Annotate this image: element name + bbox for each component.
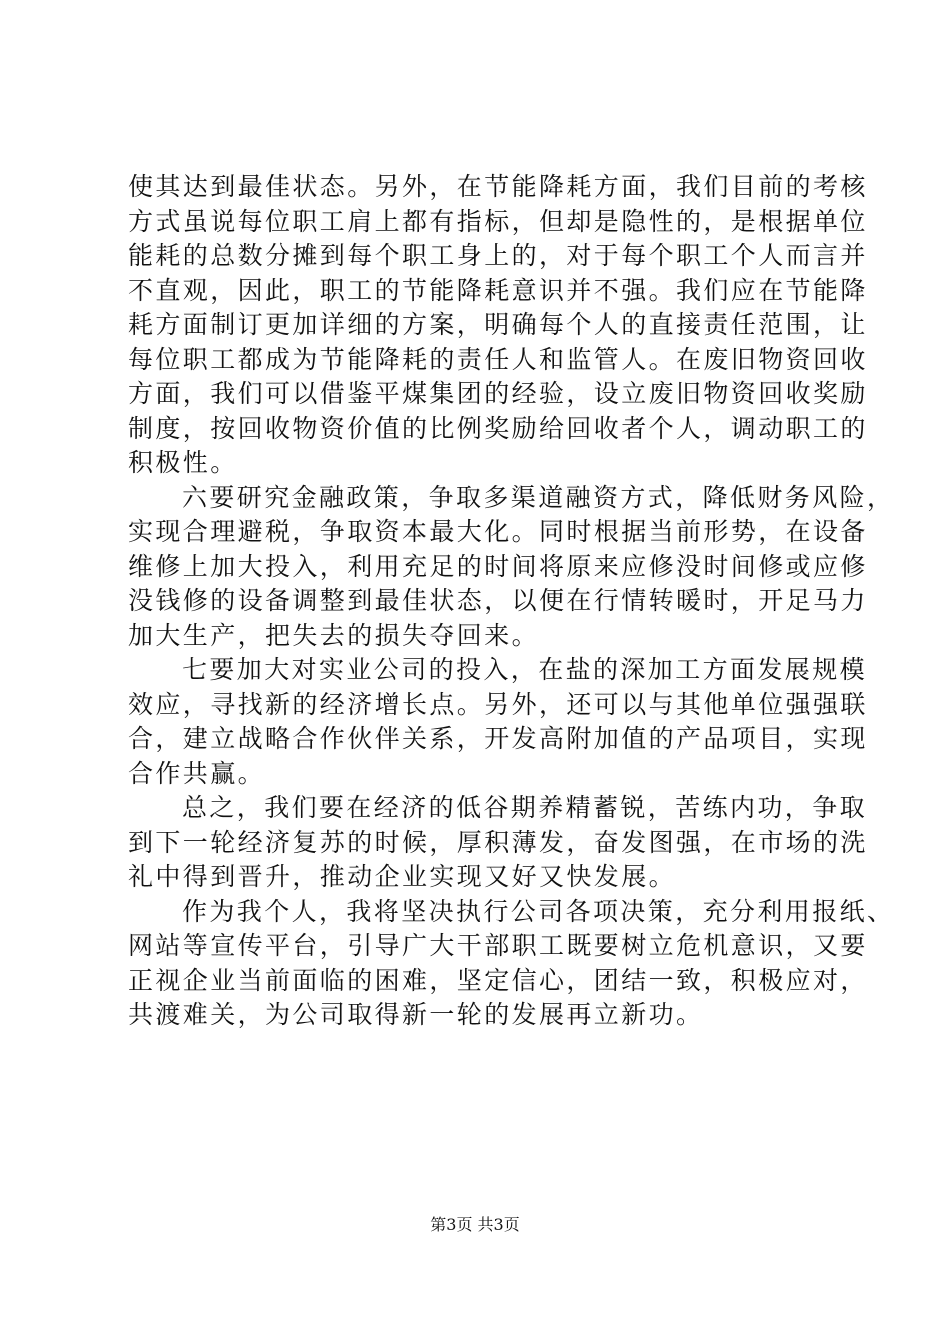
text-line: 加大生产，把失去的损失夺回来。 xyxy=(128,620,540,650)
text-line: 积极性。 xyxy=(128,448,238,477)
text-line: 方面，我们可以借鉴平煤集团的经验，设立废旧物资回收奖励 xyxy=(128,379,868,408)
text-line: 网站等宣传平台，引导广大干部职工既要树立危机意识，又要 xyxy=(128,931,868,960)
text-line: 能耗的总数分摊到每个职工身上的，对于每个职工个人而言并 xyxy=(128,241,868,270)
text-line: 总之，我们要在经济的低谷期养精蓄锐，苦练内功，争取 xyxy=(182,793,868,822)
text-line: 合作共赢。 xyxy=(128,758,266,788)
document-body xyxy=(128,170,895,1033)
text-line: 作为我个人，我将坚决执行公司各项决策，充分利用报纸、 xyxy=(182,896,895,926)
text-line: 六要研究金融政策，争取多渠道融资方式，降低财务风险， xyxy=(182,482,895,512)
text-line: 共渡难关，为公司取得新一轮的发展再立新功。 xyxy=(128,1000,704,1029)
text-line: 使其达到最佳状态。另外，在节能降耗方面，我们目前的考核 xyxy=(128,172,868,201)
text-line: 维修上加大投入，利用充足的时间将原来应修没时间修或应修 xyxy=(128,551,868,581)
text-line: 每位职工都成为节能降耗的责任人和监管人。在废旧物资回收 xyxy=(128,344,868,374)
text-line: 七要加大对实业公司的投入，在盐的深加工方面发展规模 xyxy=(182,655,868,684)
text-line: 到下一轮经济复苏的时候，厚积薄发，奋发图强，在市场的洗 xyxy=(128,827,868,857)
text-line: 正视企业当前面临的困难，坚定信心，团结一致，积极应对， xyxy=(128,965,868,995)
text-line: 没钱修的设备调整到最佳状态，以便在行情转暖时，开足马力 xyxy=(128,586,868,615)
text-line: 合，建立战略合作伙伴关系，开发高附加值的产品项目，实现 xyxy=(128,724,868,753)
text-line: 效应，寻找新的经济增长点。另外，还可以与其他单位强强联 xyxy=(128,689,868,719)
text-line: 实现合理避税，争取资本最大化。同时根据当前形势，在设备 xyxy=(128,517,868,546)
page-footer: 第3页 共3页 xyxy=(430,1215,520,1234)
text-line: 礼中得到晋升，推动企业实现又好又快发展。 xyxy=(128,862,677,891)
text-line: 不直观，因此，职工的节能降耗意识并不强。我们应在节能降 xyxy=(128,275,868,305)
text-line: 耗方面制订更加详细的方案，明确每个人的直接责任范围，让 xyxy=(128,310,868,339)
text-line: 制度，按回收物资价值的比例奖励给回收者个人，调动职工的 xyxy=(128,413,868,443)
text-line: 方式虽说每位职工肩上都有指标，但却是隐性的，是根据单位 xyxy=(128,206,868,236)
